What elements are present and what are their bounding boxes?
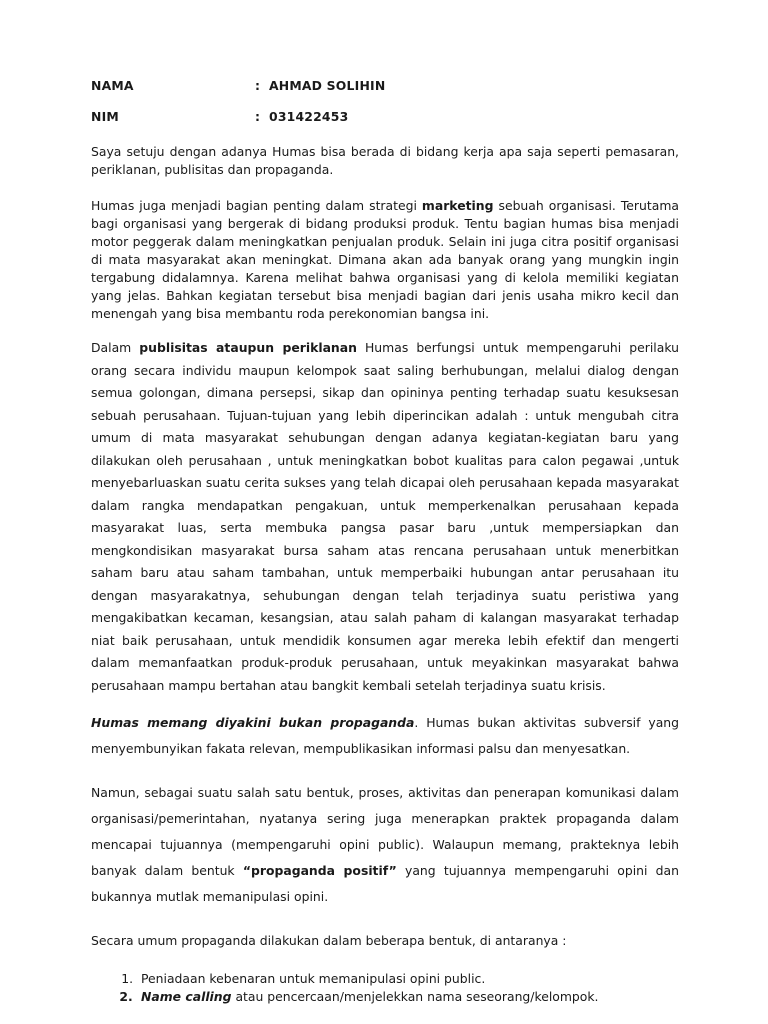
name-row — [91, 78, 679, 98]
list-item-2-text: atau pencercaan/menjelekkan nama seseorang/kelompok. — [231, 989, 599, 1004]
paragraph-3-bold: publisitas ataupun periklanan — [139, 340, 357, 355]
paragraph-4-bold-italic: Humas memang diyakini bukan propaganda — [91, 715, 415, 730]
paragraph-3-text-a: Dalam — [91, 340, 140, 355]
nim-row — [91, 109, 679, 129]
paragraph-5-text-b: yang tujuannya mempengaruhi opini dan bukannya mutlak memanipulasi opini. — [91, 863, 679, 904]
paragraph-5 — [91, 780, 679, 910]
list-item — [137, 970, 679, 988]
paragraph-2-bold: marketing — [421, 198, 494, 213]
nim-value: 031422453 — [269, 109, 349, 124]
paragraph-3 — [91, 337, 679, 697]
nim-colon: : — [255, 109, 261, 124]
name-value: AHMAD SOLIHIN — [269, 78, 386, 93]
paragraph-5-bold: “propaganda positif” — [242, 863, 397, 878]
list-item-1-text: Peniadaan kebenaran untuk memanipulasi opini public. — [141, 971, 486, 986]
paragraph-1: Saya setuju dengan adanya Humas bisa berada di bidang kerja apa saja seperti pemasaran, periklanan, publisitas dan propaganda. — [91, 144, 679, 177]
document-page — [91, 78, 679, 1006]
paragraph-2-text-b: sebuah organisasi. Terutama bagi organisasi yang bergerak di bidang produksi produk. Tentu bagian humas bisa menjadi motor peggerak dalam meningkatkan penjualan produk. Selain ini juga citra positif organisasi di mata masyarakat akan meningkat. Dimana akan ada banyak orang yang mungkin ingin tergabung didalamnya. Karena melihat bahwa organisasi yang di kelola memiliki kegiatan yang jelas. Bahkan kegiatan tersebut bisa menjadi bagian dari jenis usaha mikro kecil dan menengah yang bisa membantu roda perekonomian bangsa ini. — [91, 198, 679, 321]
list-item-2-bold-italic: Name calling — [141, 989, 232, 1004]
nim-label: NIM — [91, 109, 119, 124]
paragraph-5-text-a: Namun, sebagai suatu salah satu bentuk, proses, aktivitas dan penerapan komunikasi dalam organisasi/pemerintahan, nyatanya sering juga menerapkan praktek propaganda dalam mencapai tujuannya (mempengaruhi opini public). Walaupun memang, prakteknya lebih banyak dalam bentuk — [91, 785, 679, 878]
paragraph-2-text-a: Humas juga menjadi bagian penting dalam strategi — [91, 198, 422, 213]
propaganda-list — [91, 970, 679, 1006]
name-colon: : — [255, 78, 261, 93]
paragraph-3-text-b: Humas berfungsi untuk mempengaruhi perilaku orang secara individu maupun kelompok saat saling berhubungan, melalui dialog dengan semua golongan, dimana persepsi, sikap dan opininya penting terhadap suatu kesuksesan sebuah perusahaan. Tujuan-tujuan yang lebih diperincikan adalah : untuk mengubah citra umum di mata masyarakat sehubungan dengan adanya kegiatan-kegiatan baru yang dilakukan oleh perusahaan , untuk meningkatkan bobot kualitas para calon pegawai ,untuk menyebarluaskan suatu cerita sukses yang telah dicapai oleh perusahaan kepada masyarakat dalam rangka mendapatkan pengakuan, untuk memperkenalkan perusahaan kepada masyarakat luas, serta membuka pangsa pasar baru ,untuk mempersiapkan dan mengkondisikan masyarakat bursa saham atas rencana perusahaan untuk menerbitkan saham baru atau saham tambahan, untuk memperbaiki hubungan antar perusahaan itu dengan masyarakatnya, sehubungan dengan telah terjadinya suatu peristiwa yang mengakibatkan kecaman, kesangsian, atau salah paham di kalangan masyarakat terhadap niat baik perusahaan, untuk mendidik konsumen agar mereka lebih efektif dan mengerti dalam memanfaatkan produk-produk perusahaan, untuk meyakinkan masyarakat bahwa perusahaan mampu bertahan atau bangkit kembali setelah terjadinya suatu krisis. — [91, 340, 679, 693]
paragraph-2 — [91, 197, 679, 323]
name-label: NAMA — [91, 78, 134, 93]
paragraph-4 — [91, 710, 679, 762]
paragraph-4-text: . Humas bukan aktivitas subversif yang menyembunyikan fakata relevan, mempublikasikan informasi palsu dan menyesatkan. — [91, 715, 680, 756]
list-item — [137, 988, 679, 1006]
paragraph-6: Secara umum propaganda dilakukan dalam beberapa bentuk, di antaranya : — [91, 933, 567, 948]
